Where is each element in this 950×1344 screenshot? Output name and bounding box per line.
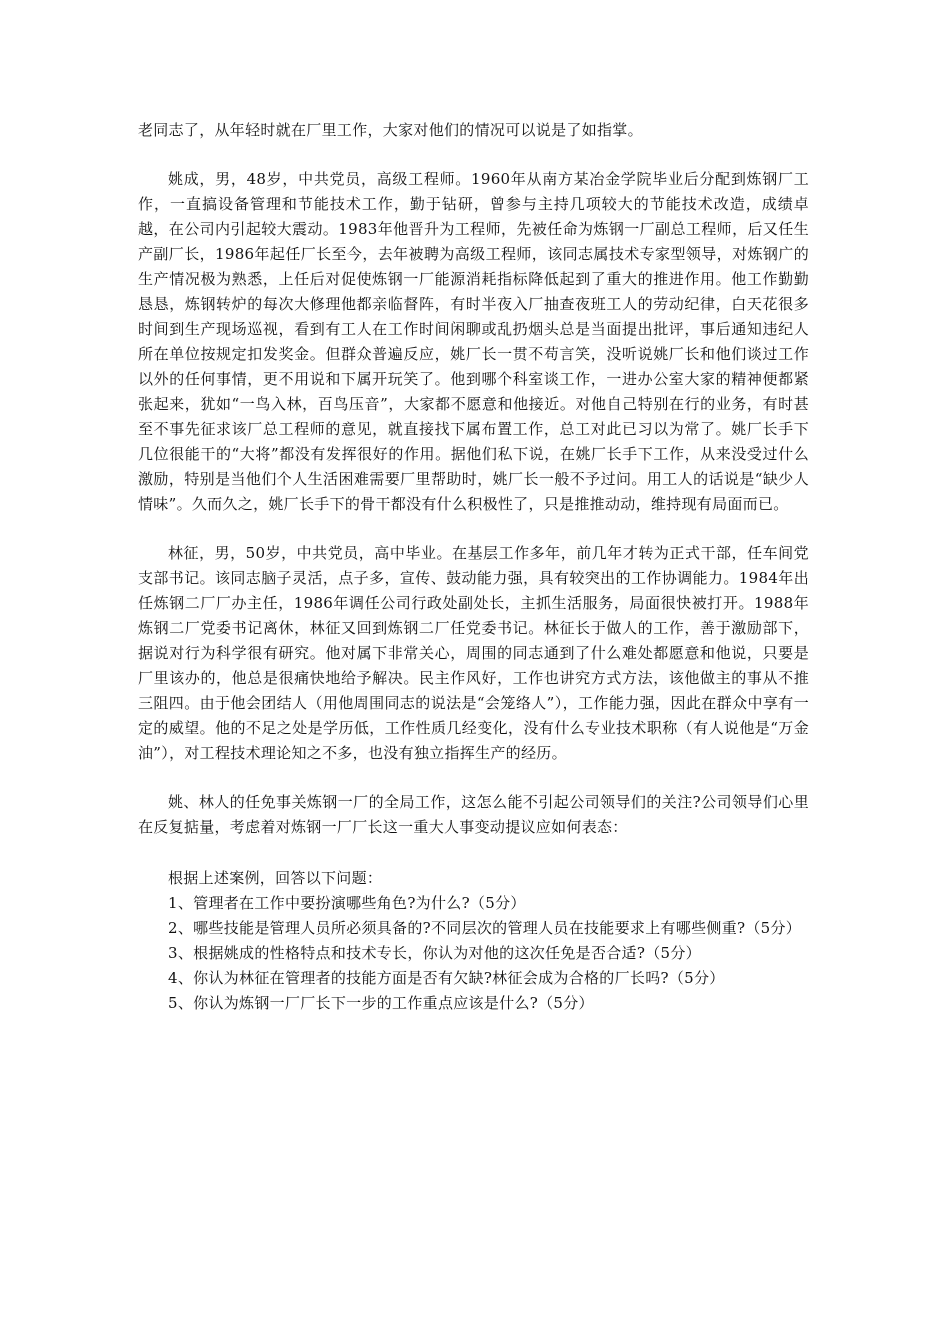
paragraph-lin-zheng: 林征，男，50岁，中共党员，高中毕业。在基层工作多年，前几年才转为正式干部，任车间党支部书记。该同志脑子灵活，点子多，宣传、鼓动能力强，具有较突出的工作协调能力。1984年出任炼钢二厂厂办主任，1986年调任公司行政处副处长，主抓生活服务，局面很快被打开。1988年炼钢二厂党委书记离休，林征又回到炼钢二厂任党委书记。林征长于做人的工作，善于激励部下，据说对行为科学很有研究。他对属下非常关心，周围的同志通到了什么难处都愿意和他说，只要是厂里该办的，他总是很痛快地给予解决。民主作风好，工作也讲究方式方法，该他做主的事从不推三阻四。由于他会团结人（用他周围同志的说法是“会笼络人”），工作能力强，因此在群众中享有一定的威望。他的不足之处是学历低，工作性质几经变化，没有什么专业技术职称（有人说他是“万金油”），对工程技术理论知之不多，也没有独立指挥生产的经历。 — [138, 544, 809, 762]
question-3: 3、根据姚成的性格特点和技术专长，你认为对他的这次任免是否合适?（5分） — [168, 944, 701, 962]
question-5: 5、你认为炼钢一厂厂长下一步的工作重点应该是什么?（5分） — [168, 994, 594, 1012]
paragraph-leadership-concern: 姚、林人的任免事关炼钢一厂的全局工作，这怎么能不引起公司领导们的关注?公司领导们心里在反复掂量，考虑着对炼钢一厂厂长这一重大人事变动提议应如何表态： — [138, 793, 809, 836]
question-2: 2、哪些技能是管理人员所必须具备的?不同层次的管理人员在技能要求上有哪些侧重?（5分） — [168, 919, 802, 937]
paragraph-yao-cheng: 姚成，男，48岁，中共党员，高级工程师。1960年从南方某冶金学院毕业后分配到炼钢厂工作，一直搞设备管理和节能技术工作，勤于钻研，曾参与主持几项较大的节能技术改造，成绩卓越，在公司内引起较大震动。1983年他晋升为工程师，先被任命为炼钢一厂副总工程师，后又任生产副厂长，1986年起任厂长至今，去年被聘为高级工程师，该同志属技术专家型领导，对炼钢广的生产情况极为熟悉，上任后对促使炼钢一厂能源消耗指标降低起到了重大的推进作用。他工作勤勤恳恳，炼钢转炉的每次大修理他都亲临督阵，有时半夜入厂抽查夜班工人的劳动纪律，白天花很多时间到生产现场巡视，看到有工人在工作时间闲聊或乱扔烟头总是当面提出批评，事后通知违纪人所在单位按规定扣发奖金。但群众普遍反应，姚厂长一贯不苟言笑，没听说姚厂长和他们谈过工作以外的任何事情，更不用说和下属开玩笑了。他到哪个科室谈工作，一进办公室大家的精神便都紧张起来，犹如“一鸟入林，百鸟压音”，大家都不愿意和他接近。对他自己特别在行的业务，有时甚至不事先征求该厂总工程师的意见，就直接找下属布置工作，总工对此已习以为常了。姚厂长手下几位很能干的“大将”都没有发挥很好的作用。据他们私下说，在姚厂长手下工作，从来没受过什么激励，特别是当他们个人生活困难需要厂里帮助时，姚厂长一般不予过问。用工人的话说是“缺少人情味”。久而久之，姚厂长手下的骨干都没有什么积极性了，只是推推动动，维持现有局面而已。 — [138, 170, 809, 513]
question-1: 1、管理者在工作中要扮演哪些角色?为什么?（5分） — [168, 894, 526, 912]
question-4: 4、你认为林征在管理者的技能方面是否有欠缺?林征会成为合格的厂长吗?（5分） — [168, 969, 725, 987]
paragraph-continuation: 老同志了，从年轻时就在厂里工作，大家对他们的情况可以说是了如指掌。 — [138, 121, 643, 139]
paragraph-instruction: 根据上述案例，回答以下问题： — [168, 869, 383, 887]
